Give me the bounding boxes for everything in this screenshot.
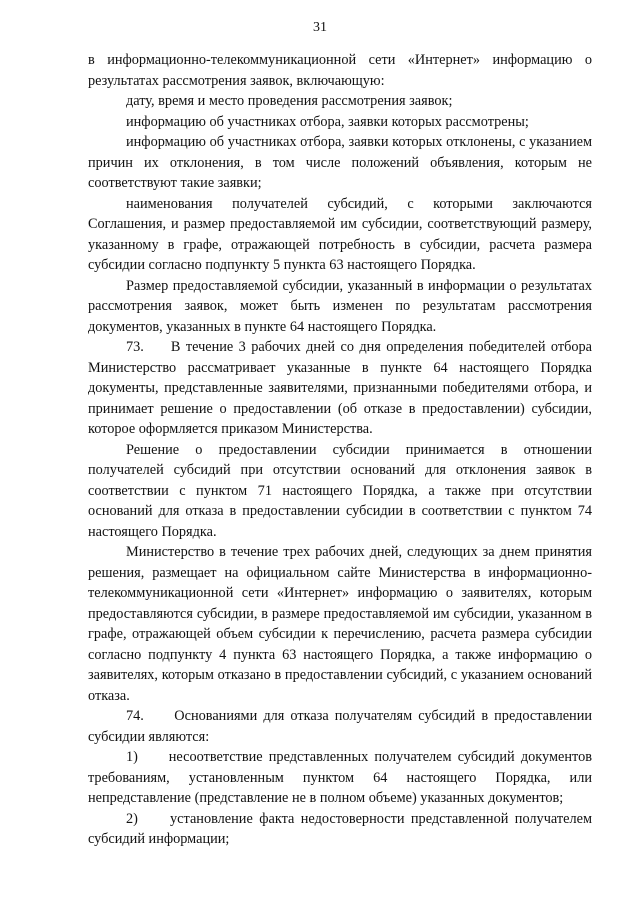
paragraph: дату, время и место проведения рассмотрения заявок; [126,93,453,109]
paragraph: наименования получателей субсидий, с которыми заключаются Соглашения, и размер предоставляемой им субсидии, соответствующий размеру, указанному в графе, отражающей потребность в субсидии, расчета размера субсидии согласно подпункту 5 пункта 63 настоящего Порядка. [88,195,592,273]
list-item-1: 1) несоответствие представленных получателем субсидий документов требованиям, установленным пунктом 64 настоящего Порядка, или непредставление (представление не в полном объеме) указанных документов; [88,749,596,806]
document-body [88,50,596,850]
list-item-2: 2) установление факта недостоверности представленной получателем субсидий информации; [88,810,596,847]
paragraph-item-73: 73. В течение 3 рабочих дней со дня определения победителей отбора Министерство рассматривает указанные в пункте 64 настоящего Порядка документы, представленные заявителями, признанными победителями отбора, и принимает решение о предоставлении (об отказе в предоставлении) субсидии, которое оформляется приказом Министерства. [88,339,596,437]
paragraph: информацию об участниках отбора, заявки которых рассмотрены; [126,113,529,130]
paragraph: Решение о предоставлении субсидии принимается в отношении получателей субсидий при отсутствии оснований для отклонения заявок в соответствии с пунктом 71 настоящего Порядка, а также при отсутствии оснований для отказа в предоставлении субсидии в соответствии с пунктом 74 настоящего Порядка. [88,441,592,540]
page-number: 31 [313,20,327,35]
paragraph: в информационно-телекоммуникационной сети «Интернет» информацию о результатах рассмотрения заявок, включающую: [88,52,592,89]
paragraph-item-74: 74. Основаниями для отказа получателям субсидий в предоставлении субсидии являются: [88,708,596,745]
paragraph: Министерство в течение трех рабочих дней, следующих за днем принятия решения, размещает на официальном сайте Министерства в информационно-телекоммуникационной сети «Интернет» информацию о заявителях, которым предоставляются субсидии, в размере предоставляемой им субсидии, указанном в графе, отражающей объем субсидии к перечислению, расчета размера субсидии согласно подпункту 4 пункта 63 настоящего Порядка, а также информацию о заявителях, которым отказано в предоставлении субсидий, с указанием оснований отказа. [88,544,592,704]
paragraph: информацию об участниках отбора, заявки которых отклонены, с указанием причин их отклонения, в том числе положений объявления, которым не соответствуют такие заявки; [88,134,592,191]
paragraph: Размер предоставляемой субсидии, указанный в информации о результатах рассмотрения заявок, может быть изменен по результатам рассмотрения документов, указанных в пункте 64 настоящего Порядка. [88,277,592,335]
